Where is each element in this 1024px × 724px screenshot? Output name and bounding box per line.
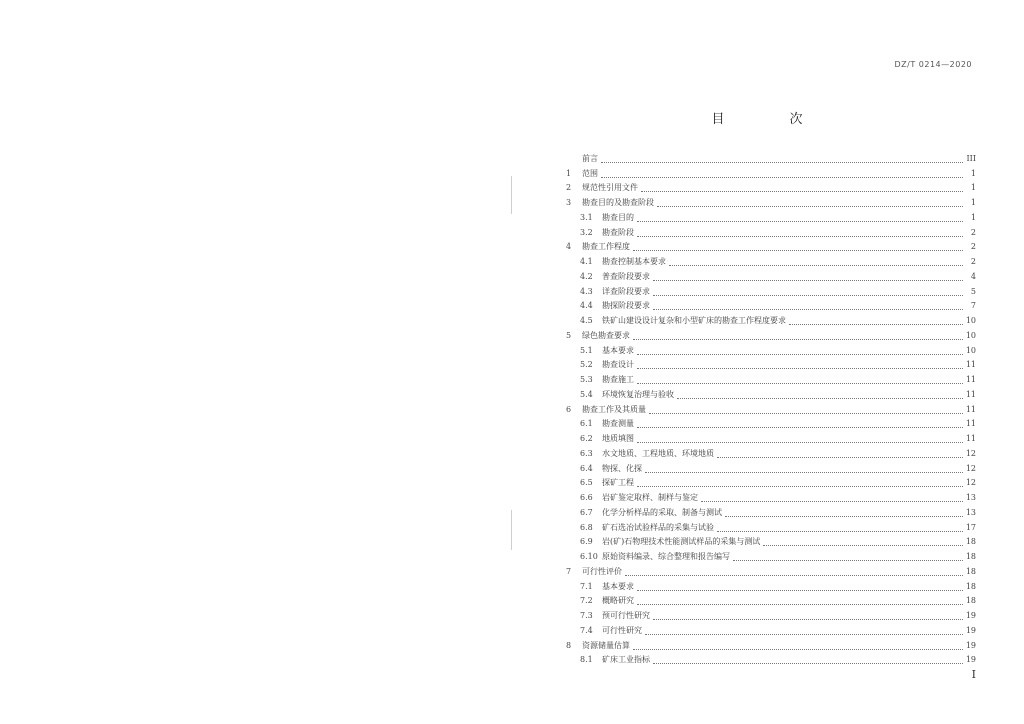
toc-dot-leader xyxy=(645,472,963,473)
toc-entry-number: 4.5 xyxy=(580,316,593,326)
toc-entry-title: 概略研究 xyxy=(602,596,634,606)
toc-entry-page: 12 xyxy=(965,448,976,458)
toc-entry-number: 6.9 xyxy=(580,537,593,547)
toc-entry[interactable] xyxy=(566,580,976,595)
toc-dot-leader xyxy=(653,619,963,620)
toc-entry-title: 勘查阶段 xyxy=(602,227,634,237)
toc-dot-leader xyxy=(633,649,963,650)
toc-entry-number: 8.1 xyxy=(580,655,593,665)
toc-entry-number: 4.1 xyxy=(580,257,593,267)
toc-entry-title: 资源储量估算 xyxy=(582,640,630,650)
page-gutter xyxy=(511,510,512,550)
toc-entry-page: 11 xyxy=(965,360,976,370)
toc-dot-leader xyxy=(677,398,963,399)
toc-entry-title: 基本要求 xyxy=(602,345,634,355)
toc-entry-page: 12 xyxy=(965,478,976,488)
toc-dot-leader xyxy=(633,250,963,251)
toc-entry-page: 12 xyxy=(965,463,976,473)
toc-entry-page: 4 xyxy=(970,271,976,281)
toc-entry-title: 环境恢复治理与验收 xyxy=(602,389,674,399)
toc-entry-number: 5.3 xyxy=(580,375,593,385)
toc-entry-number: 7.2 xyxy=(580,596,593,606)
toc-entry[interactable] xyxy=(566,388,976,403)
toc-entry[interactable] xyxy=(566,300,976,315)
toc-entry-number: 7 xyxy=(566,566,572,576)
toc-entry-page: 10 xyxy=(965,345,976,355)
toc-entry-page: 11 xyxy=(965,434,976,444)
toc-dot-leader xyxy=(653,295,963,296)
toc-entry[interactable] xyxy=(566,477,976,492)
toc-dot-leader xyxy=(601,162,963,163)
toc-entry[interactable] xyxy=(566,270,976,285)
toc-entry-title: 岩矿鉴定取样、制样与鉴定 xyxy=(602,493,698,503)
toc-dot-leader xyxy=(625,575,963,576)
toc-entry-page: 11 xyxy=(965,419,976,429)
page-number: I xyxy=(971,668,976,681)
toc-entry-title: 勘查施工 xyxy=(602,375,634,385)
toc-dot-leader xyxy=(637,368,963,369)
toc-entry-title: 预可行性研究 xyxy=(602,611,650,621)
toc-entry-page: 19 xyxy=(965,625,976,635)
toc-dot-leader xyxy=(637,383,963,384)
toc-entry-number: 1 xyxy=(566,168,572,178)
toc-entry-title: 范围 xyxy=(582,168,598,178)
toc-entry-title: 岩(矿)石物理技术性能测试样品的采集与测试 xyxy=(602,537,761,547)
toc-entry[interactable] xyxy=(566,609,976,624)
toc-entry[interactable] xyxy=(566,329,976,344)
toc-dot-leader xyxy=(637,590,963,591)
toc-entry-page: 1 xyxy=(970,168,976,178)
toc-dot-leader xyxy=(637,486,963,487)
toc-entry-title: 规范性引用文件 xyxy=(582,183,638,193)
toc-entry-title: 勘查设计 xyxy=(602,360,634,370)
toc-entry-page: 2 xyxy=(970,242,976,252)
toc-dot-leader xyxy=(733,560,963,561)
toc-entry-number: 4.4 xyxy=(580,301,593,311)
toc-entry-title: 绿色勘查要求 xyxy=(582,330,630,340)
toc-dot-leader xyxy=(763,545,963,546)
toc-entry-number: 6.8 xyxy=(580,522,593,532)
toc-entry-title: 物探、化探 xyxy=(602,463,642,473)
toc-entry[interactable] xyxy=(566,550,976,565)
toc-title: 目 次 xyxy=(711,112,829,127)
toc-dot-leader xyxy=(601,177,963,178)
toc-entry[interactable] xyxy=(566,506,976,521)
toc-entry-title: 基本要求 xyxy=(602,581,634,591)
toc-dot-leader xyxy=(701,501,963,502)
toc-entry[interactable] xyxy=(566,255,976,270)
toc-dot-leader xyxy=(637,604,963,605)
toc-entry-title: 矿床工业指标 xyxy=(602,655,650,665)
toc-dot-leader xyxy=(653,280,963,281)
toc-entry[interactable] xyxy=(566,654,976,669)
toc-entry-title: 铁矿山建设设计复杂和小型矿床的勘查工作程度要求 xyxy=(602,316,786,326)
toc-dot-leader xyxy=(641,191,963,192)
toc-entry-number: 7.4 xyxy=(580,625,593,635)
toc-dot-leader xyxy=(637,442,963,443)
toc-entry[interactable] xyxy=(566,285,976,300)
toc-entry-number: 6.10 xyxy=(580,552,598,562)
toc-entry-title: 详查阶段要求 xyxy=(602,286,650,296)
toc-dot-leader xyxy=(637,354,963,355)
toc-entry[interactable] xyxy=(566,521,976,536)
page-gutter xyxy=(511,176,512,214)
toc-dot-leader xyxy=(717,531,963,532)
toc-dot-leader xyxy=(637,427,963,428)
toc-entry-page: 10 xyxy=(965,316,976,326)
toc-dot-leader xyxy=(725,516,963,517)
toc-entry[interactable] xyxy=(566,373,976,388)
toc-entry-title: 勘查工作及其质量 xyxy=(582,404,646,414)
toc-entry-number: 4.3 xyxy=(580,286,593,296)
toc-dot-leader xyxy=(653,663,963,664)
toc-entry-page: 19 xyxy=(965,640,976,650)
toc-entry-page: 17 xyxy=(965,522,976,532)
toc-entry[interactable] xyxy=(566,359,976,374)
table-of-contents xyxy=(566,152,976,668)
toc-entry-number: 7.1 xyxy=(580,581,593,591)
toc-entry[interactable] xyxy=(566,196,976,211)
toc-entry-title: 前言 xyxy=(582,153,598,163)
toc-entry[interactable] xyxy=(566,226,976,241)
toc-entry[interactable] xyxy=(566,565,976,580)
toc-entry-number: 6.7 xyxy=(580,507,593,517)
toc-entry-number: 5.4 xyxy=(580,389,593,399)
toc-entry-page: 18 xyxy=(965,552,976,562)
toc-entry-title: 勘查测量 xyxy=(602,419,634,429)
toc-entry-title: 探矿工程 xyxy=(602,478,634,488)
toc-entry-title: 水文地质、工程地质、环境地质 xyxy=(602,448,714,458)
toc-entry[interactable] xyxy=(566,432,976,447)
toc-dot-leader xyxy=(789,324,963,325)
toc-entry[interactable] xyxy=(566,167,976,182)
toc-entry-page: 2 xyxy=(970,257,976,267)
toc-entry-number: 6.6 xyxy=(580,493,593,503)
toc-entry-page: 18 xyxy=(965,537,976,547)
standard-code: DZ/T 0214—2020 xyxy=(894,60,972,69)
toc-entry-title: 勘查控制基本要求 xyxy=(602,257,666,267)
toc-entry-number: 4 xyxy=(566,242,572,252)
toc-entry-title: 地质填图 xyxy=(602,434,634,444)
toc-entry-title: 矿石选冶试验样品的采集与试验 xyxy=(602,522,714,532)
toc-entry-number: 6.3 xyxy=(580,448,593,458)
toc-dot-leader xyxy=(637,236,963,237)
toc-entry-page: 1 xyxy=(970,198,976,208)
toc-entry[interactable] xyxy=(566,639,976,654)
toc-entry-number: 3.1 xyxy=(580,212,593,222)
toc-entry[interactable] xyxy=(566,491,976,506)
toc-entry[interactable] xyxy=(566,314,976,329)
toc-entry-page: 10 xyxy=(965,330,976,340)
toc-entry[interactable] xyxy=(566,536,976,551)
toc-entry[interactable] xyxy=(566,624,976,639)
toc-entry-page: 11 xyxy=(965,404,976,414)
toc-entry-page: 1 xyxy=(970,212,976,222)
toc-entry-page: 5 xyxy=(970,286,976,296)
toc-entry[interactable] xyxy=(566,344,976,359)
toc-entry[interactable] xyxy=(566,403,976,418)
toc-entry-number: 6.4 xyxy=(580,463,593,473)
toc-entry[interactable] xyxy=(566,418,976,433)
toc-entry-page: III xyxy=(966,153,976,163)
toc-entry-page: 13 xyxy=(965,493,976,503)
toc-entry-page: 18 xyxy=(965,596,976,606)
toc-entry-number: 3 xyxy=(566,198,572,208)
toc-entry[interactable] xyxy=(566,447,976,462)
toc-dot-leader xyxy=(717,457,963,458)
toc-entry-page: 19 xyxy=(965,611,976,621)
toc-entry-number: 3.2 xyxy=(580,227,593,237)
toc-dot-leader xyxy=(633,339,963,340)
toc-entry[interactable] xyxy=(566,462,976,477)
toc-entry-page: 19 xyxy=(965,655,976,665)
toc-entry-page: 11 xyxy=(965,375,976,385)
toc-entry-page: 13 xyxy=(965,507,976,517)
toc-entry-number: 5.2 xyxy=(580,360,593,370)
toc-entry-number: 2 xyxy=(566,183,572,193)
toc-entry[interactable] xyxy=(566,211,976,226)
toc-entry-title: 勘探阶段要求 xyxy=(602,301,650,311)
toc-entry[interactable] xyxy=(566,595,976,610)
toc-entry-number: 5 xyxy=(566,330,572,340)
toc-entry-page: 1 xyxy=(970,183,976,193)
toc-dot-leader xyxy=(649,413,963,414)
toc-entry[interactable] xyxy=(566,182,976,197)
toc-entry-title: 化学分析样品的采取、制备与测试 xyxy=(602,507,722,517)
toc-entry-title: 原始资料编录、综合整理和报告编写 xyxy=(602,552,730,562)
toc-entry-page: 2 xyxy=(970,227,976,237)
toc-entry[interactable] xyxy=(566,241,976,256)
toc-entry-number: 6.1 xyxy=(580,419,593,429)
toc-entry-title: 可行性评价 xyxy=(582,566,622,576)
toc-entry-title: 勘查目的及勘查阶段 xyxy=(582,198,654,208)
toc-entry-title: 可行性研究 xyxy=(602,625,642,635)
toc-entry[interactable] xyxy=(566,152,976,167)
toc-dot-leader xyxy=(669,265,963,266)
toc-entry-number: 6 xyxy=(566,404,572,414)
toc-entry-number: 6.5 xyxy=(580,478,593,488)
toc-entry-page: 18 xyxy=(965,566,976,576)
toc-dot-leader xyxy=(657,206,963,207)
toc-entry-title: 勘查目的 xyxy=(602,212,634,222)
toc-dot-leader xyxy=(653,309,963,310)
toc-dot-leader xyxy=(637,221,963,222)
toc-entry-title: 普查阶段要求 xyxy=(602,271,650,281)
toc-entry-number: 6.2 xyxy=(580,434,593,444)
toc-entry-page: 7 xyxy=(970,301,976,311)
toc-entry-title: 勘查工作程度 xyxy=(582,242,630,252)
toc-entry-number: 7.3 xyxy=(580,611,593,621)
toc-entry-number: 8 xyxy=(566,640,572,650)
toc-entry-page: 18 xyxy=(965,581,976,591)
toc-entry-number: 4.2 xyxy=(580,271,593,281)
toc-entry-number: 5.1 xyxy=(580,345,593,355)
toc-entry-page: 11 xyxy=(965,389,976,399)
toc-dot-leader xyxy=(645,634,963,635)
